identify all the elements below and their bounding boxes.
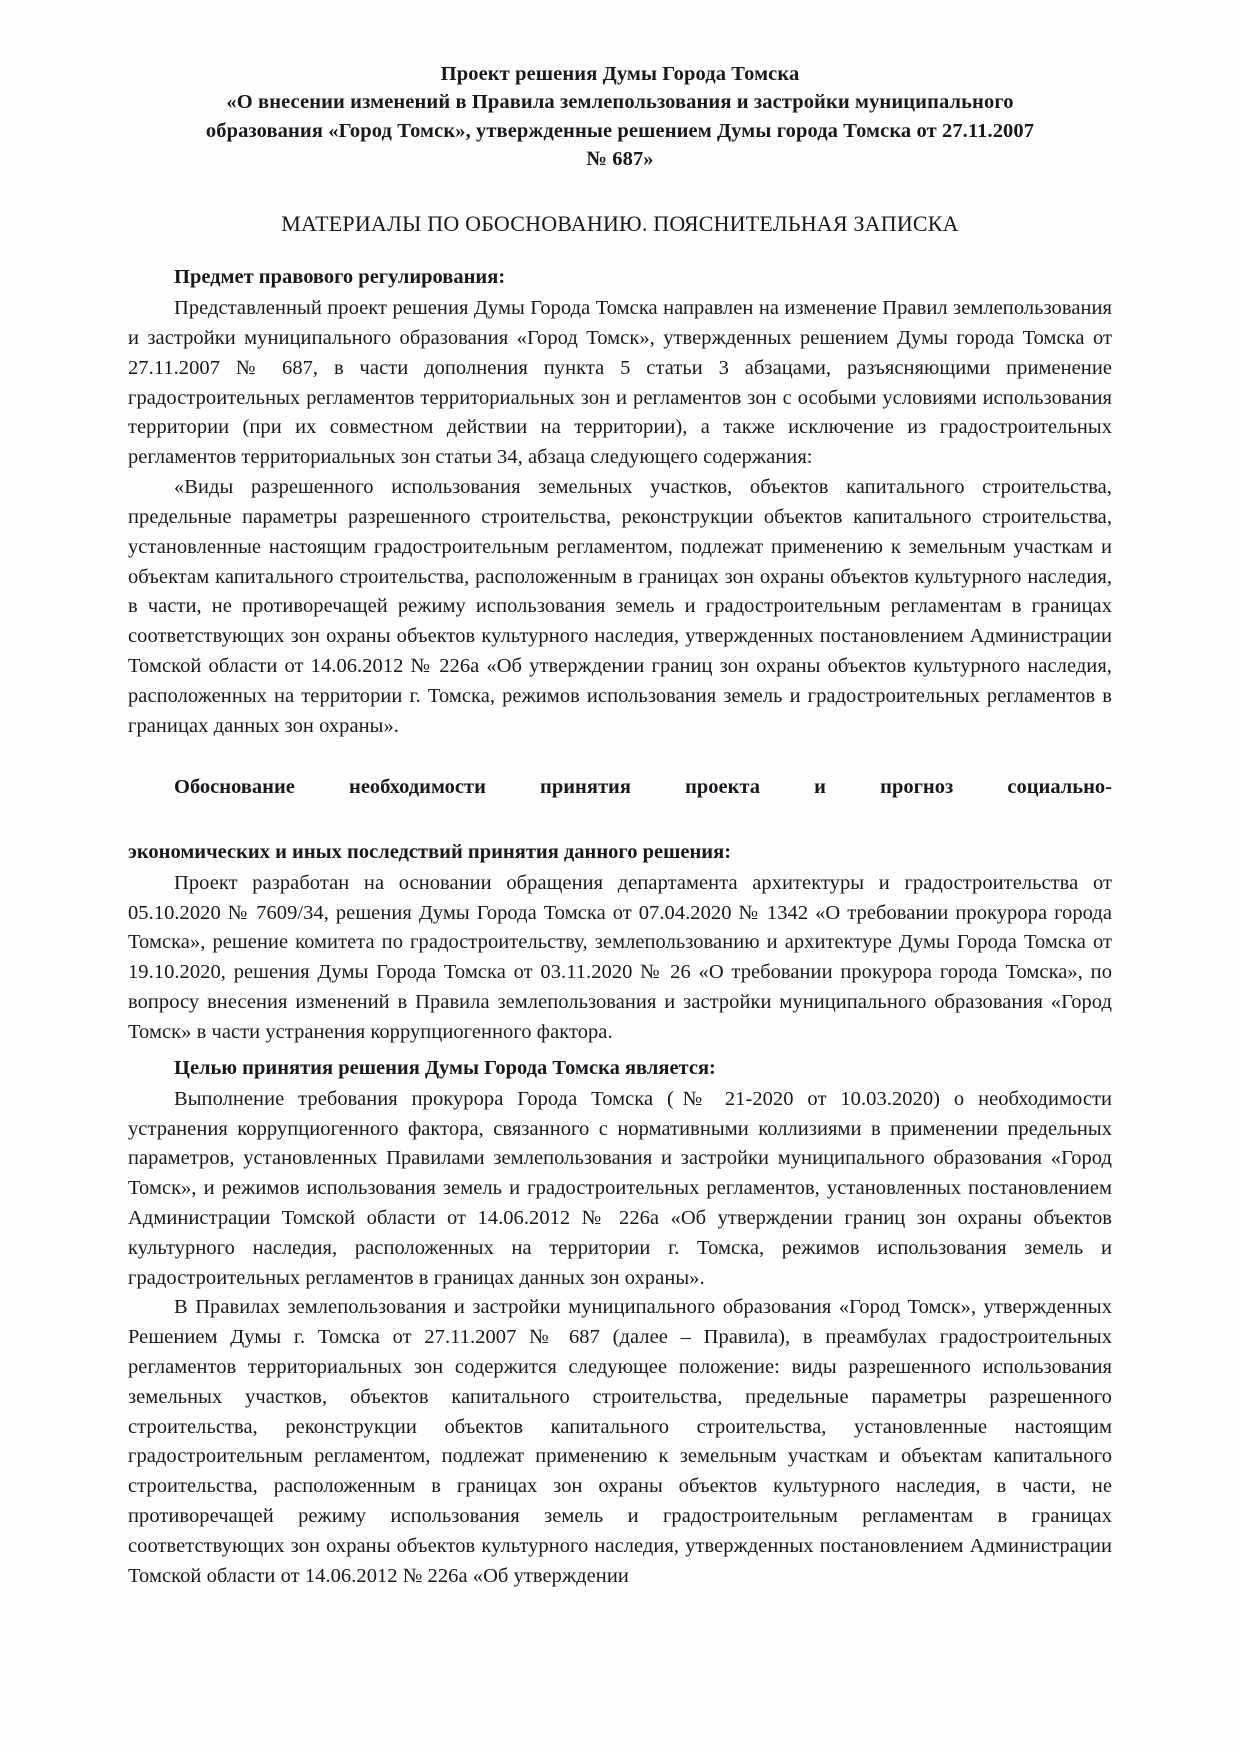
document-title-line-2: «О внесении изменений в Правила землепользования и застройки муниципального [226, 91, 1014, 114]
spacer [128, 741, 1112, 767]
section-heading-subject: Предмет правового регулирования: [174, 266, 506, 289]
paragraph-purpose-2: В Правилах землепользования и застройки муниципального образования «Город Томск», утвержденных Решением Думы г. Томска от 27.11.2007 № 687 (далее – Правила), в преамбулах градостроительных регламентов территориальных зон содержится следующее положение: виды разрешенного использования земельных участков, объектов капитального строительства, предельные параметры разрешенного строительства, реконструкции объектов капитального строительства, установленные настоящим градостроительным регламентом, подлежат применению к земельным участкам и объектам капитального строительства, расположенным в границах зон охраны объектов культурного наследия, в части, не противоречащей режиму использования земель и градостроительным регламентам в границах соответствующих зон охраны объектов культурного наследия, утвержденных постановлением Администрации Томской области от 14.06.2012 № 226а «Об утверждении [128, 1296, 1112, 1587]
document-title [128, 60, 1112, 173]
materials-heading: МАТЕРИАЛЫ ПО ОБОСНОВАНИЮ. ПОЯСНИТЕЛЬНАЯ ЗАПИСКА [281, 211, 959, 237]
paragraph-subject-2: «Виды разрешенного использования земельных участков, объектов капитального строительства, предельные параметры разрешенного строительства, реконструкции объектов капитального строительства, установленные настоящим градостроительным регламентом, подлежат применению к земельным участкам и объектам капитального строительства, расположенным в границах зон охраны объектов культурного наследия, в части, не противоречащей режиму использования земель и градостроительным регламентам в границах соответствующих зон охраны объектов культурного наследия, утвержденных постановлением Администрации Томской области от 14.06.2012 № 226а «Об утверждении границ зон охраны объектов культурного наследия, расположенных на территории г. Томска, режимов использования земель и градостроительных регламентов в границах данных зон охраны». [128, 476, 1112, 737]
document-title-line-4: № 687» [586, 147, 654, 170]
section-heading-justification-line-1: Обоснование необходимости принятия проекта и прогноз социально- [174, 776, 1112, 799]
paragraph-justification-1: Проект разработан на основании обращения департамента архитектуры и градостроительства от 05.10.2020 № 7609/34, решения Думы Города Томска от 07.04.2020 № 1342 «О требовании прокурора города Томска», решение комитета по градостроительству, землепользованию и архитектуре Думы Города Томска от 19.10.2020, решения Думы Города Томска от 03.11.2020 № 26 «О требовании прокурора города Томска», по вопросу внесения изменений в Правила землепользования и застройки муниципального образования «Город Томск» в части устранения коррупциогенного фактора. [128, 871, 1112, 1043]
paragraph-subject-1: Представленный проект решения Думы Города Томска направлен на изменение Правил землепользования и застройки муниципального образования «Город Томск», утвержденных решением Думы города Томска от 27.11.2007 № 687, в части дополнения пункта 5 статьи 3 абзацами, разъясняющими применение градостроительных регламентов территориальных зон и регламентов зон с особыми условиями использования территории (при их совместном действии на территории), а также исключение из градостроительных регламентов территориальных зон статьи 34, абзаца следующего содержания: [128, 297, 1112, 469]
document-title-line-3: образования «Город Томск», утвержденные решением Думы города Томска от 27.11.2007 [205, 119, 1035, 142]
paragraph-purpose-1: Выполнение требования прокурора Города Томска (№ 21-2020 от 10.03.2020) о необходимости устранения коррупциогенного фактора, связанного с нормативными коллизиями в применении предельных параметров, установленных Правилами землепользования и застройки муниципального образования «Город Томск», и режимов использования земель и градостроительных регламентов, установленных постановлением Администрации Томской области от 14.06.2012 № 226а «Об утверждении границ зон охраны объектов культурного наследия, расположенных на территории г. Томска, режимов использования земель и градостроительных регламентов в границах данных зон охраны». [128, 1087, 1112, 1289]
section-heading-justification-line-2: экономических и иных последствий принятия данного решения: [128, 840, 732, 863]
document-title-line-1: Проект решения Думы Города Томска [440, 63, 800, 85]
section-heading-purpose: Целью принятия решения Думы Города Томска является: [174, 1056, 716, 1079]
